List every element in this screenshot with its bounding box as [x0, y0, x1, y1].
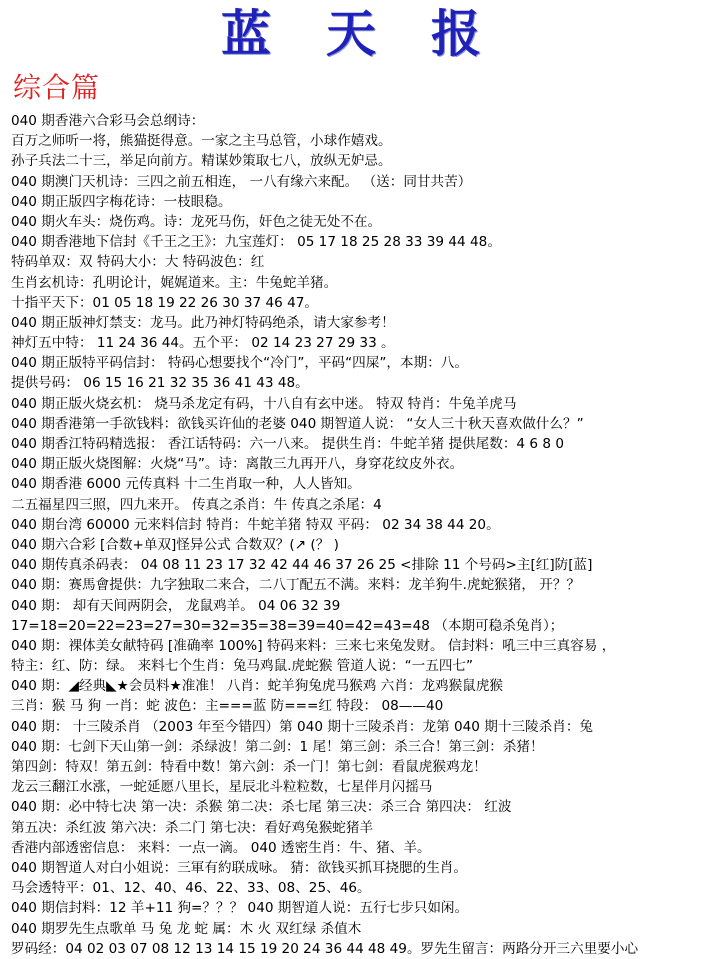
text-line: 第四剑：特双！第五剑：特看中数！第六剑：杀一门！第七剑：看鼠虎猴鸡龙！: [11, 759, 487, 775]
text-line: 040 期火车头：烧伤鸡。诗：龙死马伤，奸色之徒无处不在。: [11, 213, 382, 230]
text-line: 龙云三翻江水涨，一蛇延愿八里长，星辰北斗粒粒数，七星伴月闪摇马: [11, 779, 433, 796]
text-line: 040 期香港地下信封《千王之王》：九宝莲灯： 05 17 18 25 28 33 39 44 48。: [11, 234, 501, 251]
content-lines: [11, 111, 723, 959]
text-line: 040 期：七剑下天山第一剑：杀绿波！第二剑：1 尾！第三剑：杀三合！第三剑：杀猪！: [11, 738, 544, 755]
text-line: 生肖玄机诗：孔明论计，娓娓道来。主：牛兔蛇羊猪。: [11, 274, 338, 291]
text-line: 040 期香港第一手欲钱料：欲钱买许仙的老婆 040 期智道人说： “女人三十秋天喜欢做什么？”: [11, 415, 584, 432]
text-line: 提供号码： 06 15 16 21 32 35 36 41 43 48。: [11, 375, 309, 392]
text-line: 040 期六合彩 [合数+单双]怪异公式 合数双？(↗ (？ ): [11, 536, 339, 553]
text-line: 040 期： 十三陵杀肖 （2003 年至今错四）第 040 期十三陵杀肖：龙第 040 期十三陵杀肖：兔: [11, 718, 593, 735]
text-line: 神灯五中特： 11 24 36 44。五个平： 02 14 23 27 29 33 。: [11, 335, 395, 352]
text-line: 040 期正版特平码信封： 特码心想要找个“冷门”，平码“四屎”，本期：八。: [11, 355, 468, 372]
text-line: 040 期香港六合彩马会总纲诗：: [11, 113, 205, 129]
text-line: 040 期：必中特七决 第一决：杀猴 第二决：杀七尾 第三决：杀三合 第四决： 红波: [11, 799, 512, 816]
text-line: 040 期信封料：12 羊+11 狗=？？？ 040 期智道人说：五行七步只如闲。: [11, 900, 469, 917]
text-line: 特主：红、防：绿。 来料七个生肖：兔马鸡鼠.虎蛇猴 管道人说：“一五四七”: [11, 658, 474, 675]
text-line: 040 期智道人对白小姐说：三軍有約联成咏。 猜：欲钱买抓耳挠腮的生肖。: [11, 859, 467, 876]
text-line: 040 期正版火烧玄机： 烧马杀龙定有码，十八自有玄中迷。 特双 特肖：牛兔羊虎马: [11, 395, 517, 412]
text-line: 040 期正版火烧图解：火烧“马”。诗：离散三九再开八，身穿花纹皮外衣。: [11, 456, 464, 473]
text-line: 040 期正版四字梅花诗：一枝眼稳。: [11, 193, 232, 210]
text-line: 第五决：杀红波 第六决：杀二门 第七决：看好鸡兔猴蛇猪羊: [11, 819, 374, 836]
text-line: 040 期罗先生点歌单 马 兔 龙 蛇 属：木 火 双红绿 杀值木: [11, 920, 362, 937]
text-line: 040 期香港 6000 元传真料 十二生肖取一种，人人皆知。: [11, 476, 361, 493]
text-line: 040 期正版神灯禁支：龙马。此乃神灯特码绝杀，请大家参考！: [11, 314, 395, 331]
text-line: 百万之师听一将，熊猫挺得意。一家之主马总管，小球作嬉戏。: [11, 133, 392, 150]
text-line: 040 期：裸体美女献特码 [准确率 100%] 特码来料：三来七来兔发财。 信封料：吼三中三真容易 ，: [11, 637, 616, 654]
text-line: 040 期澳门天机诗：三四之前五相连， 一八有缘六来配。 （送：同甘共苦）: [11, 173, 472, 190]
text-line: 040 期台湾 60000 元来料信封 特肖：牛蛇羊猪 特双 平码： 02 34 38 44 20。: [11, 516, 500, 533]
section-title: 综合篇: [13, 71, 101, 104]
text-line: 040 期香江特码精选报： 香江话特码：六一八来。 提供生肖：牛蛇羊猪 提供尾数：4 6 8 0: [11, 436, 564, 452]
text-line: 香港内部透密信息： 来料：一点一滴。 040 透密生肖：牛、猪、羊。: [11, 839, 431, 856]
text-line: 040 期：赛馬會提供：九字独取二来合，二八丁配五不满。来料：龙羊狗牛.虎蛇猴猪， 开？？: [11, 577, 581, 594]
text-line: 040 期： 却有天间两阴会， 龙鼠鸡羊。 04 06 32 39: [11, 597, 341, 614]
text-line: 马会透特平：01、12、40、46、22、33、08、25、46。: [11, 880, 371, 897]
text-line: 040 期：◢经典◣★会员料★准准！ 八肖：蛇羊狗兔虎马猴鸡 六肖：龙鸡猴鼠虎猴: [11, 678, 504, 695]
text-line: 三肖：猴 马 狗 一肖：蛇 波色：主===蓝 防===红 特段： 08——40: [11, 698, 444, 715]
text-line: 十指平天下：01 05 18 19 22 26 30 37 46 47。: [11, 294, 319, 311]
text-line: 040 期传真杀码表： 04 08 11 23 17 32 42 44 46 37 26 25 <排除 11 个号码>主[红]防[蓝]: [11, 557, 593, 574]
masthead-title: 蓝天报: [221, 4, 536, 63]
text-line: 罗码经：04 02 03 07 08 12 13 14 15 19 20 24 36 44 48 49。罗先生留言：两路分开三六里要小心: [11, 940, 639, 957]
text-line: 特码单双：双 特码大小：大 特码波色：红: [11, 254, 265, 271]
text-line: 孙子兵法二十三，举足向前方。精谋妙策取七八，放纵无妒忌。: [11, 153, 392, 170]
text-line: 17=18=20=22=23=27=30=32=35=38=39=40=42=43=48 （本期可稳杀兔肖）；: [11, 617, 564, 634]
text-line: 二五福星四三照，四九来开。 传真之杀肖：牛 传真之杀尾：4: [11, 496, 382, 513]
